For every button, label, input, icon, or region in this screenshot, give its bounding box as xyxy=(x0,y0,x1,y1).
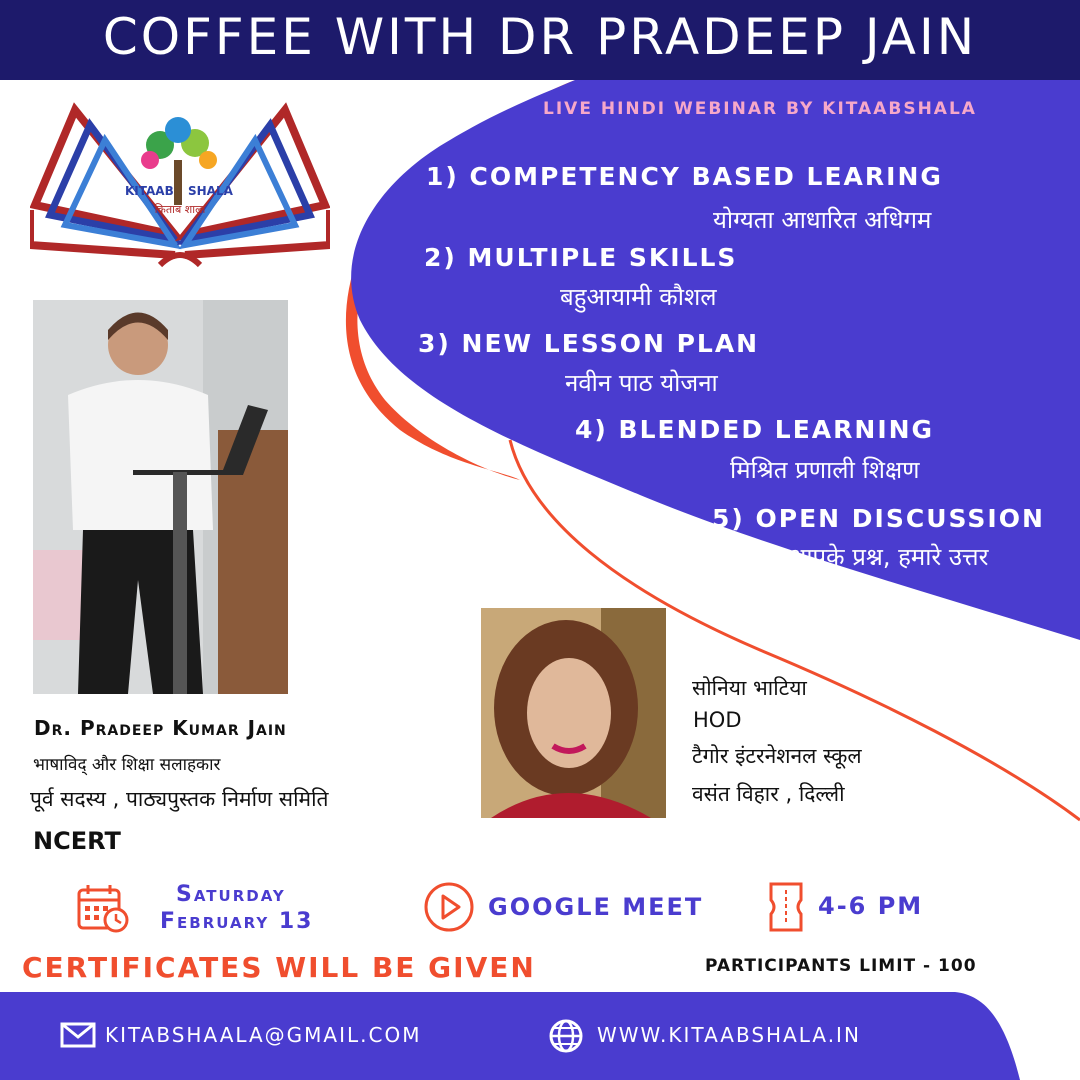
calendar-icon xyxy=(76,882,130,934)
speaker-org: NCERT xyxy=(33,827,121,855)
event-day: Saturday xyxy=(176,882,286,907)
cohost-title: HOD xyxy=(693,708,742,732)
cohost-school: टैगोर इंटरनेशनल स्कूल xyxy=(692,744,862,768)
speaker-photo xyxy=(33,300,288,694)
topic-5-hindi: आपके प्रश्न, हमारे उत्तर xyxy=(788,543,989,571)
speaker-name: Dr. Pradeep Kumar Jain xyxy=(34,716,287,740)
footer-email[interactable]: KITABSHAALA@GMAIL.COM xyxy=(105,1023,422,1047)
book-tree-logo xyxy=(30,95,330,270)
event-date: February 13 xyxy=(160,909,314,934)
footer-website[interactable]: WWW.KITAABSHALA.IN xyxy=(597,1023,861,1047)
logo-text-right: SHALA xyxy=(188,184,233,198)
cohost-name: सोनिया भाटिया xyxy=(692,676,807,700)
topic-1-hindi: योग्यता आधारित अधिगम xyxy=(713,206,932,234)
topic-3: 3) NEW LESSON PLAN xyxy=(418,329,760,358)
topic-4: 4) BLENDED LEARNING xyxy=(575,415,935,444)
logo-text-left: KITAAB xyxy=(125,184,174,198)
topic-5: 5) OPEN DISCUSSION xyxy=(712,504,1045,533)
participants-limit: PARTICIPANTS LIMIT - 100 xyxy=(705,956,977,976)
speaker-former: पूर्व सदस्य , पाठ्यपुस्तक निर्माण समिति xyxy=(30,787,329,811)
play-icon xyxy=(422,880,476,934)
globe-icon xyxy=(548,1018,584,1054)
topic-2-hindi: बहुआयामी कौशल xyxy=(560,283,717,311)
speaker-role: भाषाविद् और शिक्षा सलाहकार xyxy=(33,755,221,775)
event-time: 4-6 PM xyxy=(818,892,924,920)
topic-1: 1) COMPETENCY BASED LEARING xyxy=(426,162,943,191)
ticket-icon xyxy=(767,880,805,934)
mail-icon xyxy=(60,1022,96,1048)
event-platform: GOOGLE MEET xyxy=(488,893,704,921)
topic-3-hindi: नवीन पाठ योजना xyxy=(565,369,718,397)
subtitle: LIVE HINDI WEBINAR BY KITAABSHALA xyxy=(543,99,977,119)
topic-2: 2) MULTIPLE SKILLS xyxy=(424,243,738,272)
certificates-note: CERTIFICATES WILL BE GIVEN xyxy=(22,951,536,984)
cohost-photo xyxy=(481,608,666,818)
logo-text-hindi: किताब शाला xyxy=(154,203,206,216)
cohost-place: वसंत विहार , दिल्ली xyxy=(692,782,845,806)
page-title: COFFEE WITH DR PRADEEP JAIN xyxy=(102,8,978,66)
topic-4-hindi: मिश्रित प्रणाली शिक्षण xyxy=(730,456,920,484)
